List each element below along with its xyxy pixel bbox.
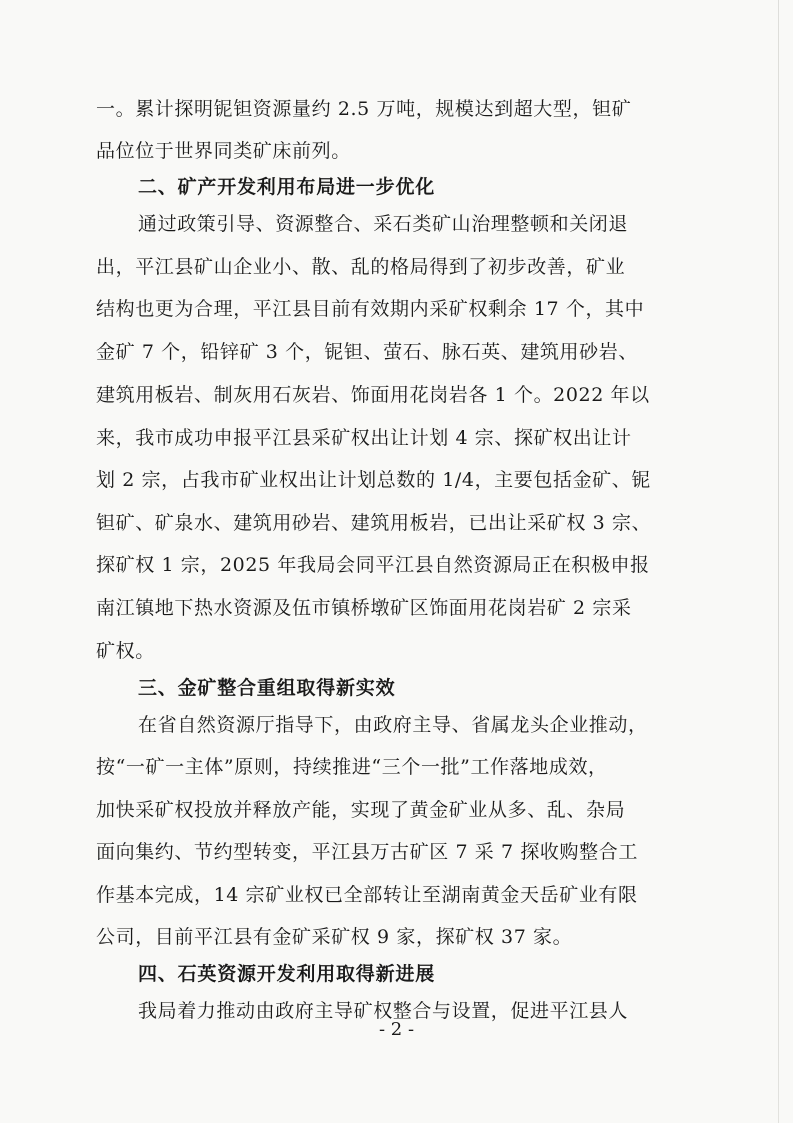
body-text-line: 通过政策引导、资源整合、采石类矿山治理整顿和关闭退 [138, 213, 629, 235]
scan-edge-line [778, 0, 779, 1123]
body-text-line: 南江镇地下热水资源及伍市镇桥墩矿区饰面用花岗岩矿 2 宗采 [96, 597, 632, 619]
body-text-line: 划 2 宗，占我市矿业权出让计划总数的 1/4，主要包括金矿、铌 [96, 469, 651, 491]
body-text-line: 出，平江县矿山企业小、散、乱的格局得到了初步改善，矿业 [96, 256, 626, 278]
body-text-line: 一。累计探明铌钽资源量约 2.5 万吨，规模达到超大型，钽矿 [96, 98, 632, 120]
body-text-line: 公司，目前平江县有金矿采矿权 9 家，探矿权 37 家。 [96, 926, 573, 948]
body-text-line: 作基本完成，14 宗矿业权已全部转让至湖南黄金天岳矿业有限 [96, 884, 638, 906]
body-text-line: 钽矿、矿泉水、建筑用砂岩、建筑用板岩，已出让采矿权 3 宗、 [96, 512, 652, 534]
body-text-line: 品位位于世界同类矿床前列。 [96, 140, 351, 162]
section-heading-3: 三、金矿整合重组取得新实效 [138, 677, 396, 699]
body-text-line: 金矿 7 个，铅锌矿 3 个，铌钽、萤石、脉石英、建筑用砂岩、 [96, 341, 638, 363]
body-text-line: 加快采矿权投放并释放产能，实现了黄金矿业从多、乱、杂局 [96, 799, 626, 821]
body-text-line: 来，我市成功申报平江县采矿权出让计划 4 宗、探矿权出让计 [96, 427, 632, 449]
body-text-line: 我局着力推动由政府主导矿权整合与设置，促进平江县人 [138, 1000, 629, 1022]
body-text-line: 按“一矿一主体”原则，持续推进“三个一批”工作落地成效， [96, 756, 608, 778]
section-heading-4: 四、石英资源开发利用取得新进展 [138, 963, 436, 985]
page-number: - 2 - [378, 1019, 415, 1040]
body-text-line: 矿权。 [96, 640, 155, 662]
body-text-line: 面向集约、节约型转变，平江县万古矿区 7 采 7 探收购整合工 [96, 841, 638, 863]
body-text-line: 结构也更为合理，平江县目前有效期内采矿权剩余 17 个，其中 [96, 298, 645, 320]
section-heading-2: 二、矿产开发利用布局进一步优化 [138, 176, 436, 198]
body-text-line: 探矿权 1 宗，2025 年我局会同平江县自然资源局正在积极申报 [96, 554, 650, 576]
body-text-line: 建筑用板岩、制灰用石灰岩、饰面用花岗岩各 1 个。2022 年以 [96, 384, 650, 406]
body-text-line: 在省自然资源厅指导下，由政府主导、省属龙头企业推动， [138, 714, 648, 736]
